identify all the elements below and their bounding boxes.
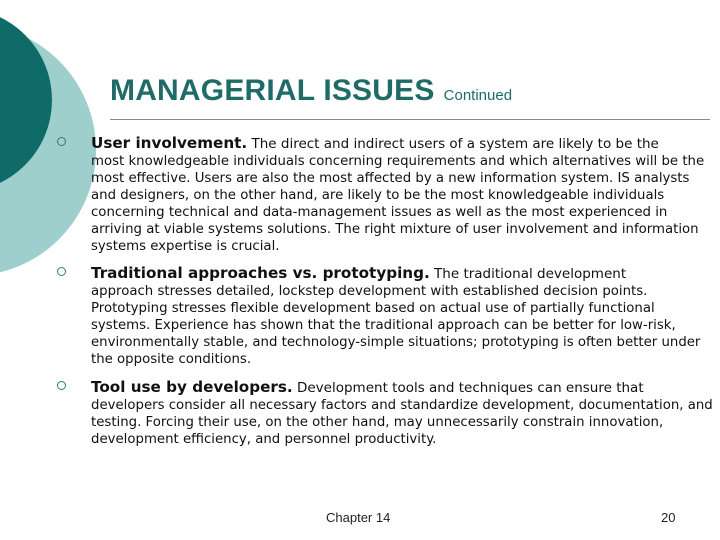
bullet-body-text: most knowledgeable individuals concerning requirements and which alternatives will be the most effective. Users are also the most affected by a new information system. IS analysts and designers, on the other hand, are likely to be the most knowledgeable individuals concerning technical and data-management issues as well as the most experienced in arriving at viable systems solutions. The right mixture of user involvement and information systems expertise is crucial. xyxy=(91,154,705,254)
bullet-lead-text: Development tools and techniques can ensure that xyxy=(292,379,644,396)
bullet-circle-icon xyxy=(57,381,66,390)
title-underline xyxy=(110,119,710,120)
bullet-lead-text: The traditional development xyxy=(429,266,627,283)
bullet-circle-icon xyxy=(57,267,66,276)
slide-title xyxy=(110,74,512,108)
bullet-heading: User involvement. xyxy=(91,134,248,152)
bullet-heading: Tool use by developers. xyxy=(91,377,293,396)
footer-chapter: Chapter 14 xyxy=(326,510,391,525)
bullet-tool-use xyxy=(57,377,714,449)
bullet-body-text: developers consider all necessary factors and standardize development, documentation, and testing. Forcing their use, on the other hand, may unnecessarily constrain innovation, development efficiency, and personnel productivity. xyxy=(91,397,713,447)
bullet-traditional-vs-prototyping xyxy=(57,263,714,369)
bullet-list xyxy=(57,133,714,457)
title-text: MANAGERIAL ISSUES xyxy=(110,74,435,107)
title-suffix: Continued xyxy=(443,87,513,104)
bullet-lead-text: The direct and indirect users of a system are likely to be the xyxy=(247,136,659,152)
bullet-body-text: approach stresses detailed, lockstep development with established decision points. Prototyping stresses flexible development based on actual use of partially functional systems. Experience has shown that the traditional approach can be better for low-risk, environmentally stable, and technology-simple situations; prototyping is often better under the opposite conditions. xyxy=(91,284,701,368)
bullet-user-involvement xyxy=(57,133,714,255)
bullet-circle-icon xyxy=(57,137,66,146)
page-number: 20 xyxy=(661,510,676,525)
bullet-heading: Traditional approaches vs. prototyping. xyxy=(91,264,430,283)
